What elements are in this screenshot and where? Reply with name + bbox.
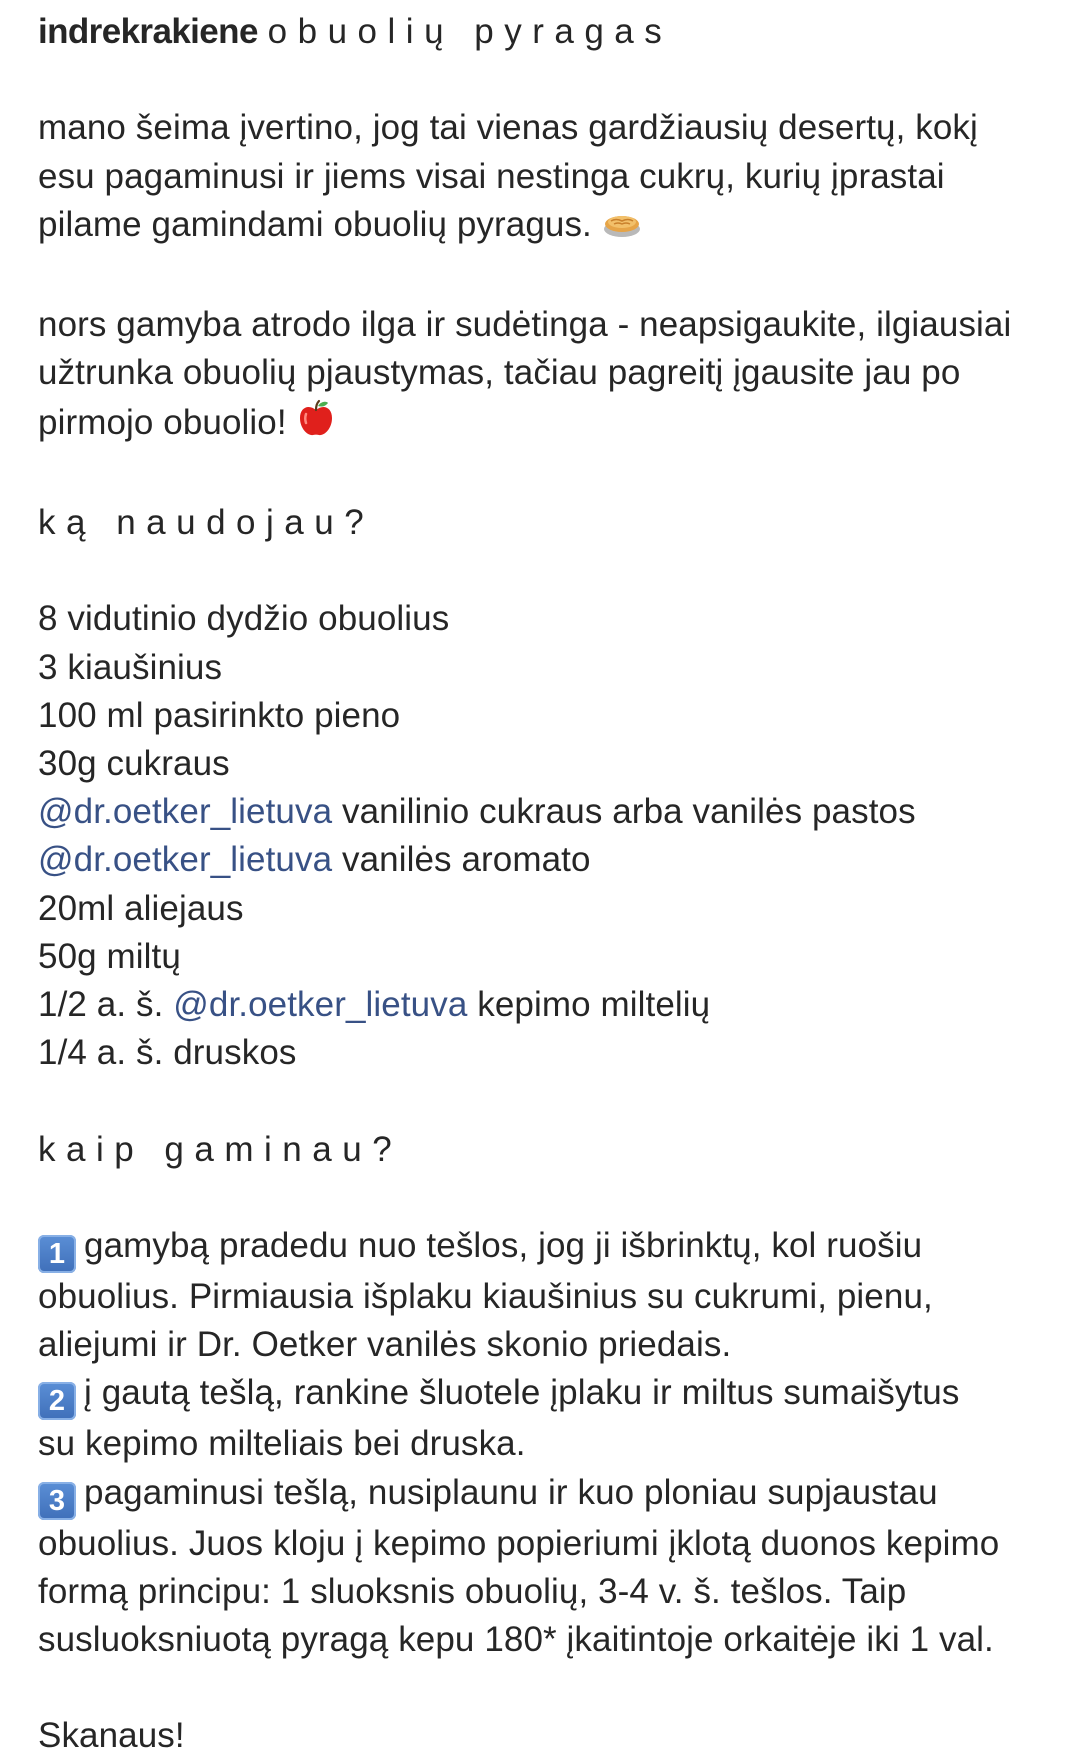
step-2-line: su kepimo milteliais bei druska. [38, 1424, 526, 1464]
intro-line: mano šeima įvertino, jog tai vienas gardžiausių desertų, kokį [38, 108, 978, 148]
intro-text: pilame gamindami obuolių pyragus. [38, 204, 592, 244]
ingredient-text: vanilės aromato [332, 840, 591, 880]
step-1-line: aliejumi ir Dr. Oetker vanilės skonio priedais. [38, 1325, 732, 1365]
step-3-line: susluoksniuotą pyragą kepu 180* įkaitintoje orkaitėje iki 1 val. [38, 1620, 994, 1659]
mention-link[interactable]: @dr.oetker_lietuva [38, 792, 333, 832]
ingredient-item [38, 981, 1048, 1029]
step-text: į gautą tešlą, rankine šluotele įplaku ir miltus sumaišytus [84, 1373, 960, 1413]
intro-line [38, 201, 1048, 253]
note-line: nors gamyba atrodo ilga ir sudėtinga - neapsigaukite, ilgiausiai [38, 305, 1012, 345]
note-line [38, 398, 1048, 451]
ingredient-item: 1/4 a. š. druskos [38, 1033, 297, 1073]
username-link[interactable]: indrekrakiene [38, 12, 258, 51]
note-text: pirmojo obuolio! [38, 402, 287, 442]
keycap-1-icon: 1 [38, 1235, 76, 1273]
caption-header [38, 8, 1048, 56]
ingredient-item: 3 kiaušinius [38, 647, 223, 687]
ingredient-item: 50g miltų [38, 936, 181, 976]
closing-text: Skanaus! [38, 1716, 185, 1756]
ingredient-item: 30g cukraus [38, 743, 230, 783]
pie-icon [602, 205, 642, 253]
ingredient-text: vanilinio cukraus arba vanilės pastos [332, 792, 916, 832]
step-1-line: obuolius. Pirmiausia išplaku kiaušinius su cukrumi, pienu, [38, 1276, 933, 1316]
ingredient-item [38, 788, 1048, 836]
ingredient-item [38, 836, 1048, 884]
mention-link[interactable]: @dr.oetker_lietuva [173, 985, 468, 1024]
steps-heading: kaip gaminau? [38, 1129, 403, 1169]
note-line: užtrunka obuolių pjaustymas, tačiau pagreitį įgausite jau po [38, 353, 961, 393]
ingredient-text: kepimo miltelių [467, 985, 711, 1024]
keycap-2-icon: 2 [38, 1382, 76, 1420]
step-text: pagaminusi tešlą, nusiplaunu ir kuo ploniau supjaustau [84, 1472, 938, 1512]
post-caption [38, 8, 1048, 1761]
step-3-line: obuolius. Juos kloju į kepimo popieriumi įklotą duonos kepimo [38, 1523, 1000, 1563]
intro-line: esu pagaminusi ir jiems visai nestinga cukrų, kurių įprastai [38, 156, 945, 196]
step-3-line: formą principu: 1 sluoksnis obuolių, 3-4 v. š. tešlos. Taip [38, 1571, 907, 1611]
mention-link[interactable]: @dr.oetker_lietuva [38, 840, 333, 880]
step-2-line [38, 1369, 1048, 1420]
ingredient-item: 8 vidutinio dydžio obuolius [38, 599, 450, 639]
ingredients-heading: ką naudojau? [38, 502, 375, 542]
ingredient-item: 100 ml pasirinkto pieno [38, 695, 401, 735]
keycap-3-icon: 3 [38, 1482, 76, 1520]
step-1-line [38, 1222, 1048, 1273]
step-text: gamybą pradedu nuo tešlos, jog ji išbrinktų, kol ruošiu [84, 1225, 923, 1265]
ingredient-item: 20ml aliejaus [38, 888, 244, 928]
apple-icon [297, 398, 335, 451]
step-3-line [38, 1469, 1048, 1520]
post-title: obuolių pyragas [267, 12, 673, 51]
ingredient-prefix: 1/2 a. š. [38, 985, 174, 1024]
